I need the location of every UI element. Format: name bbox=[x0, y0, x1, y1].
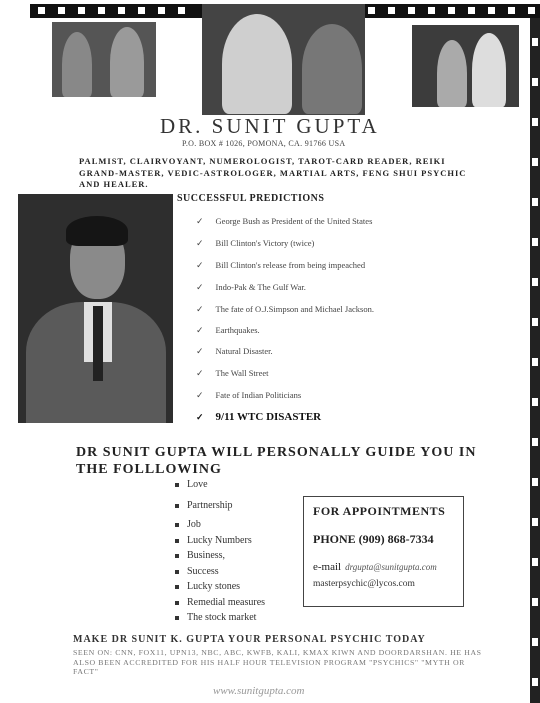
bullet-icon bbox=[175, 539, 179, 543]
guide-item: Success bbox=[175, 566, 219, 577]
guide-title: DR SUNIT GUPTA WILL PERSONALLY GUIDE YOU IN THE FOLLLOWING bbox=[76, 445, 477, 477]
guide-item: Partnership bbox=[175, 500, 233, 511]
bullet-icon bbox=[175, 504, 179, 508]
email-link[interactable]: drgupta@sunitgupta.com bbox=[345, 562, 437, 572]
check-icon: ✓ bbox=[196, 238, 204, 248]
check-icon: ✓ bbox=[196, 260, 204, 270]
appointments-box bbox=[303, 496, 464, 607]
guide-item: Lucky Numbers bbox=[175, 535, 252, 546]
address: P.O. BOX # 1026, POMONA, CA. 91766 USA bbox=[182, 139, 346, 148]
prediction-item: ✓ The Wall Street bbox=[196, 368, 269, 378]
bullet-icon bbox=[175, 523, 179, 527]
bullet-icon bbox=[175, 585, 179, 589]
doctor-name: DR. SUNIT GUPTA bbox=[160, 114, 380, 138]
services-list: PALMIST, CLAIRVOYANT, NUMEROLOGIST, TAROT-CARD READER, REIKI GRAND-MASTER, VEDIC-ASTROLOGER, MARTIAL ARTS, FENG SHUI PSYCHIC AND HEALER. bbox=[79, 156, 467, 189]
guide-item: Love bbox=[175, 479, 208, 490]
check-icon: ✓ bbox=[196, 346, 204, 356]
check-icon: ✓ bbox=[196, 412, 204, 422]
filmstrip-right bbox=[530, 18, 540, 703]
photo-right bbox=[412, 25, 519, 107]
bullet-icon bbox=[175, 483, 179, 487]
bullet-icon bbox=[175, 554, 179, 558]
phone-number[interactable]: PHONE (909) 868-7334 bbox=[313, 532, 434, 546]
guide-item: The stock market bbox=[175, 612, 256, 623]
check-icon: ✓ bbox=[196, 390, 204, 400]
guide-item: Remedial measures bbox=[175, 597, 265, 608]
prediction-item: ✓ Earthquakes. bbox=[196, 325, 260, 335]
call-to-action: MAKE DR SUNIT K. GUPTA YOUR PERSONAL PSYCHIC TODAY bbox=[73, 634, 426, 645]
guide-item: Business, bbox=[175, 550, 225, 561]
prediction-item: ✓ Natural Disaster. bbox=[196, 346, 273, 356]
bullet-icon bbox=[175, 616, 179, 620]
check-icon: ✓ bbox=[196, 216, 204, 226]
predictions-title: SUCCESSFUL PREDICTIONS bbox=[177, 193, 325, 204]
email-line bbox=[313, 561, 437, 573]
media-credits: SEEN ON: CNN, FOX11, UPN13, NBC, ABC, KWFB, KALI, KMAX KIWN AND DOORDARSHAN. HE HAS ALSO BEEN ACCREDITED FOR HIS HALF HOUR TELEVISION PROGRAM "PSYCHICS" "MYTH OR FACT" bbox=[73, 648, 482, 676]
prediction-item: ✓ Indo-Pak & The Gulf War. bbox=[196, 282, 306, 292]
photo-left bbox=[52, 22, 156, 97]
prediction-item: ✓ George Bush as President of the United States bbox=[196, 216, 373, 226]
appointments-title: FOR APPOINTMENTS bbox=[313, 504, 446, 518]
bullet-icon bbox=[175, 570, 179, 574]
prediction-item: ✓ Bill Clinton's release from being impeached bbox=[196, 260, 366, 270]
email-link-2[interactable]: masterpsychic@lycos.com bbox=[313, 579, 415, 589]
photo-center bbox=[202, 4, 365, 115]
email-label: e-mail bbox=[313, 561, 342, 573]
guide-item: Lucky stones bbox=[175, 581, 240, 592]
website-url[interactable]: www.sunitgupta.com bbox=[213, 685, 305, 697]
bullet-icon bbox=[175, 601, 179, 605]
guide-item: Job bbox=[175, 519, 201, 530]
check-icon: ✓ bbox=[196, 282, 204, 292]
portrait-photo bbox=[18, 194, 173, 423]
prediction-item: ✓ Fate of Indian Politicians bbox=[196, 390, 302, 400]
check-icon: ✓ bbox=[196, 325, 204, 335]
prediction-highlight: ✓ 9/11 WTC DISASTER bbox=[196, 411, 322, 423]
check-icon: ✓ bbox=[196, 304, 204, 314]
prediction-item: ✓ The fate of O.J.Simpson and Michael Jackson. bbox=[196, 304, 374, 314]
check-icon: ✓ bbox=[196, 368, 204, 378]
prediction-item: ✓ Bill Clinton's Victory (twice) bbox=[196, 238, 315, 248]
